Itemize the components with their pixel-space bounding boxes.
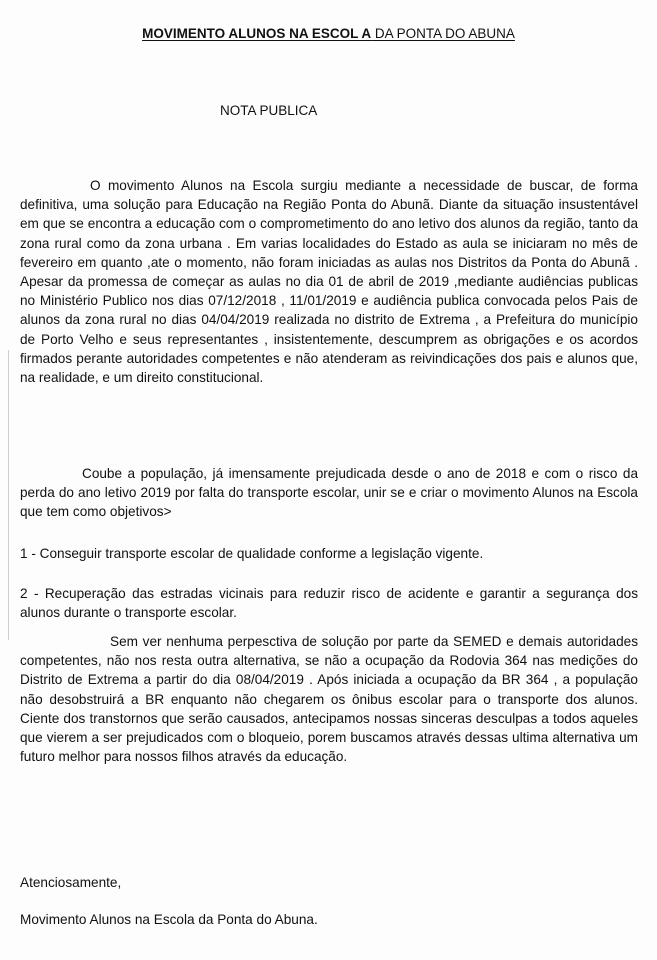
page-margin-line [8,350,9,640]
objective-item-1: 1 - Conseguir transporte escolar de qualidade conforme a legislação vigente. [20,546,484,561]
document-title-bold: MOVIMENTO ALUNOS NA ESCOL A [142,26,372,41]
paragraph-intro: O movimento Alunos na Escola surgiu mediante a necessidade de buscar, de forma definitiva, uma solução para Educação na Região Ponta do Abunã. Diante da situação insustentável em que se encontra a educação com o comprometimento do ano letivo dos alunos da região, tanto da zona rural como da zona urbana . Em varias localidades do Estado as aula se iniciaram no mês de fevereiro em quanto ,ate o momento, não foram iniciadas as aulas nos Distritos da Ponta do Abunã . Apesar da promessa de começar as aulas no dia 01 de abril de 2019 ,mediante audiências publicas no Ministério Publico nos dias 07/12/2018 , 11/01/2019 e audiência publica convocada pelos Pais de alunos da zona rural no dias 04/04/2019 realizada no distrito de Extrema , a Prefeitura do município de Porto Velho e seus representantes , insistentemente, descumprem as obrigações e os acordos firmados perante autoridades competentes e não atenderam as reivindicações dos pais e alunos que, na realidade, e um direito constitucional. [20,178,638,386]
signature-line: Movimento Alunos na Escola da Ponta do Abuna. [20,912,318,927]
document-subtitle: NOTA PUBLICA [220,103,318,118]
paragraph-objectives-intro: Coube a população, já imensamente prejudicada desde o ano de 2018 e com o risco da perda do ano letivo 2019 por falta do transporte escolar, unir se e criar o movimento Alunos na Escola que tem como objetivos> [20,466,638,520]
document-title [0,26,657,41]
closing-salutation: Atenciosamente, [20,875,122,890]
paragraph-occupation: Sem ver nenhuma perpesctiva de solução por parte da SEMED e demais autoridades competentes, não nos resta outra alternativa, se não a ocupação da Rodovia 364 nas medições do Distrito de Extrema a partir do dia 08/04/2019 . Após iniciada a ocupação da BR 364 , a população não desobstruirá a BR enquanto não chegarem os ônibus escolar para o transporte dos alunos. Ciente dos transtornos que serão causados, antecipamos nossas sinceras desculpas a todos aqueles que vierem a ser prejudicados com o bloqueio, porem buscamos através dessas ultima alternativa um futuro melhor para nossos filhos através da educação. [20,634,638,765]
document-title-rest: DA PONTA DO ABUNA [371,26,515,41]
objective-item-2: 2 - Recuperação das estradas vicinais para reduzir risco de acidente e garantir a segurança dos alunos durante o transporte escolar. [20,586,638,621]
